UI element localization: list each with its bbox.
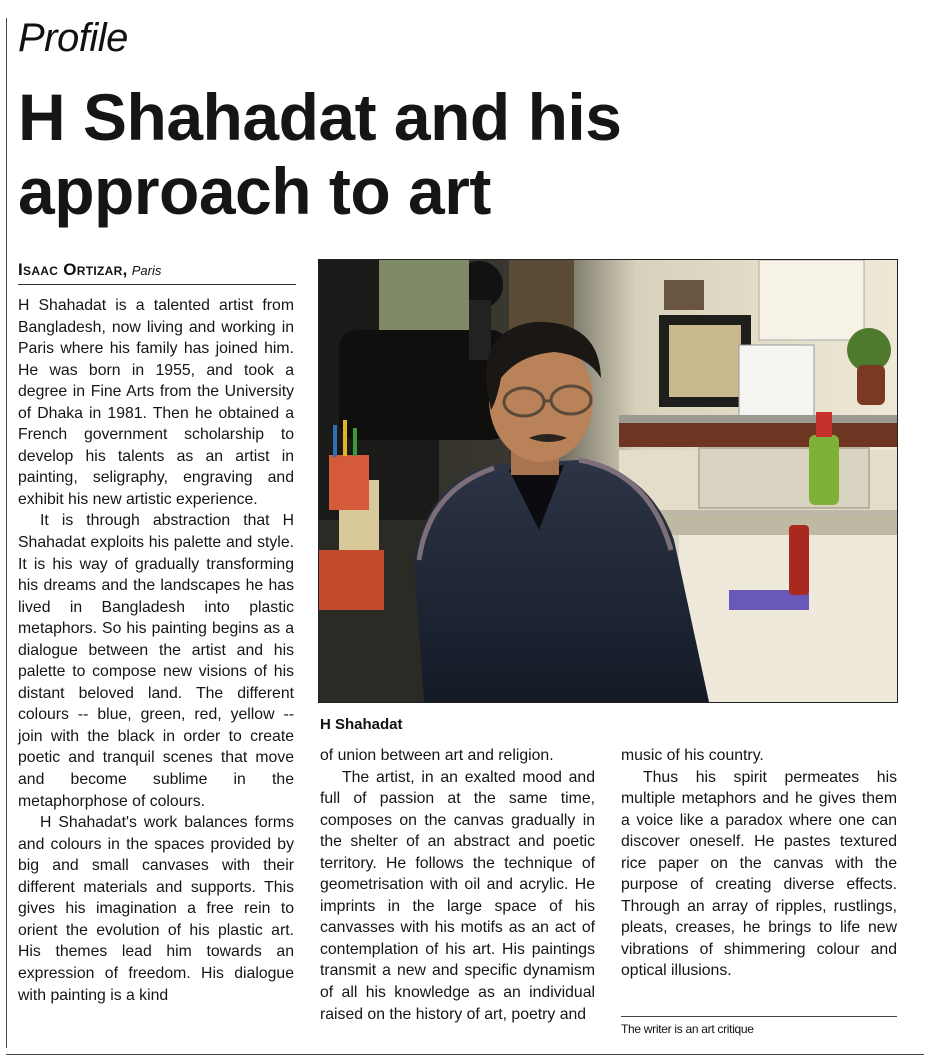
byline: [18, 260, 296, 285]
headline: [18, 80, 778, 228]
author-name: Isaac Ortizar,: [18, 260, 128, 279]
section-label: Profile: [18, 16, 128, 60]
photo-caption: H Shahadat: [320, 716, 403, 733]
writer-note-rule: [621, 1016, 897, 1017]
paragraph-3: H Shahadat's work balances forms and colours in the spaces provided by big and small canvases with their different materials and supports. This gives his imagination a free rein to orient the evolution of his plastic art. His themes lead him towards an expression of freedom. His dialogue with painting is a kind: [18, 814, 294, 1004]
artist-photo: [318, 259, 898, 703]
artist-photo-illustration: [319, 260, 897, 702]
paragraph-4-continued: music of his country.: [621, 747, 764, 764]
article-column-3: [621, 745, 897, 982]
author-location: Paris: [131, 263, 162, 278]
paragraph-2: It is through abstraction that H Shahadat exploits his palette and style. It is his way of gradually transforming his dreams and the landscapes he has lived in Bangladesh into plastic metaphors. So his painting begins as a dialogue between the artist and his palette to compose new visions of his distant beloved land. The different colours -- blue, green, red, yellow -- join with the black in order to create poetic and tranquil scenes that move and become sublime in the metaphorphose of colours.: [18, 512, 294, 810]
paragraph-3-continued: of union between art and religion.: [320, 747, 554, 764]
paragraph-5: Thus his spirit permeates his multiple metaphors and he gives them a voice like a paradox where one can discover oneself. He pastes textured rice paper on the canvas with the purpose of creating diverse effects. Through an array of ripples, rustlings, pleats, creases, he brings to life new vibrations of shimmering colour and optical illusions.: [621, 768, 897, 980]
bottom-rule: [6, 1054, 924, 1055]
headline-line-1: H Shahadat and his: [18, 80, 622, 154]
paragraph-1: H Shahadat is a talented artist from Bangladesh, now living and working in Paris where his family has joined him. He was born in 1955, and took a degree in Fine Arts from the University of Dhaka in 1981. Then he obtained a French government scholarship to develop his talents as an artist in painting, seligraphy, engraving and exhibit his new artistic experience.: [18, 297, 294, 508]
writer-note: The writer is an art critique: [621, 1022, 754, 1036]
article-column-1: [18, 295, 294, 1006]
left-column-rule: [6, 18, 7, 1048]
paragraph-4: The artist, in an exalted mood and full of passion at the same time, composes on the canvas gradually in the shelter of an abstract and poetic territory. He follows the technique of geometrisation with oil and acrylic. He imprints in the large space of his canvasses with his motifs as an act of contemplation of his art. His paintings transmit a new and specific dynamism of all his knowledge as an individual raised on the history of art, poetry and: [320, 768, 595, 1023]
article-column-2: [320, 745, 595, 1025]
headline-line-2: approach to art: [18, 154, 491, 228]
